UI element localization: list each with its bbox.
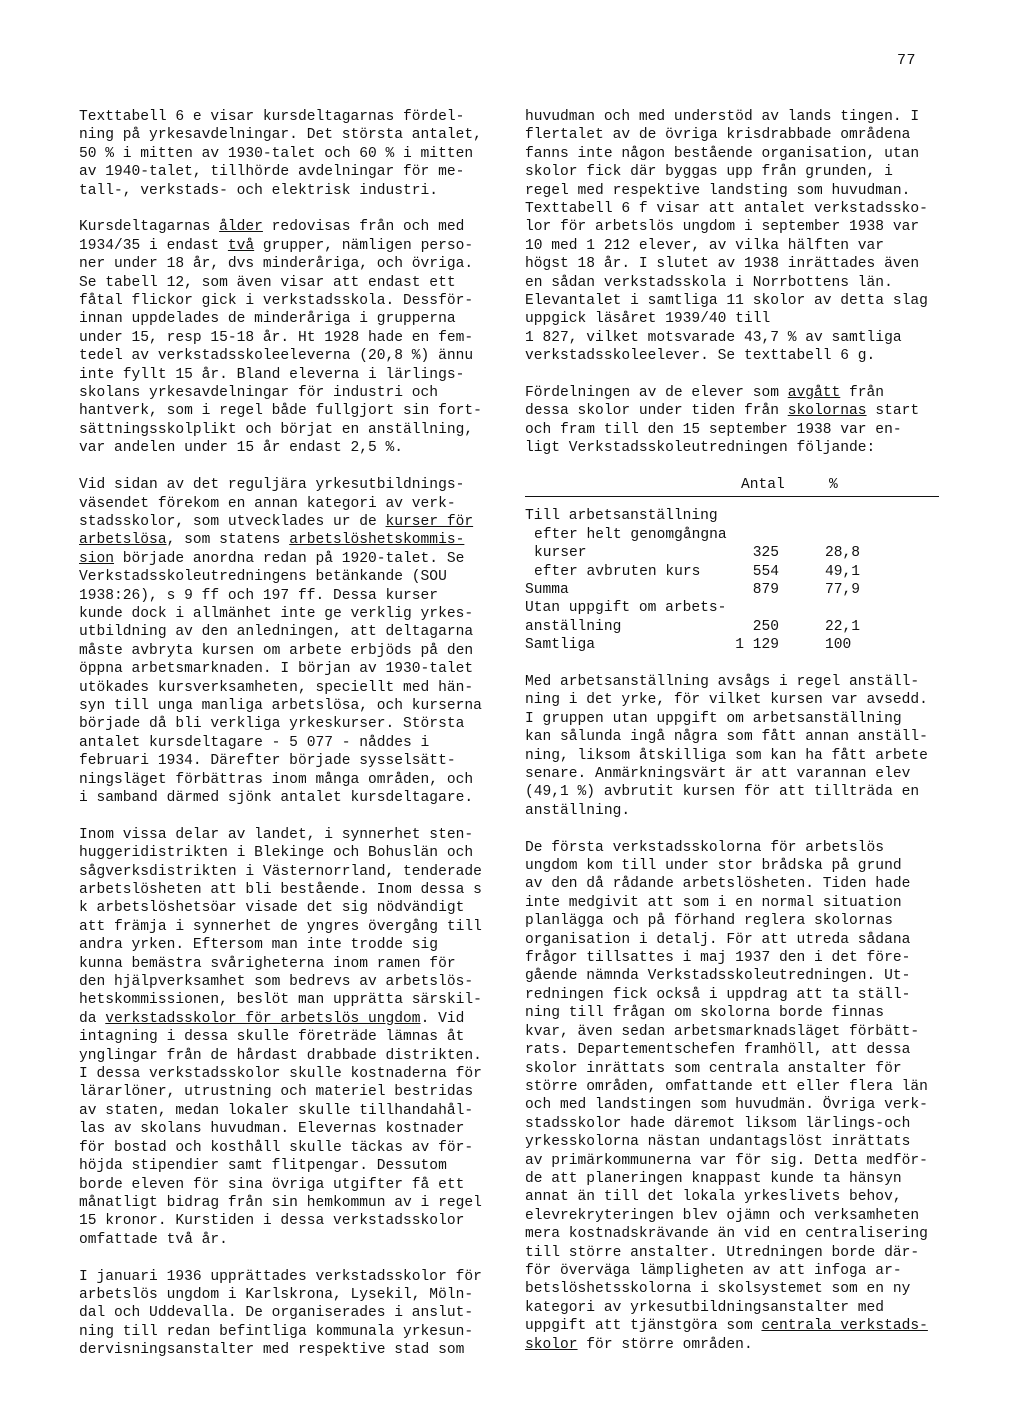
text-line: Kursdeltagarnas ålder redovisas från och med (79, 219, 465, 236)
row-label: kurser (534, 545, 587, 562)
text-line: lärarlöner, utrustning och materiel bestridas (79, 1084, 474, 1101)
text-line: senare. Anmärkningsvärt är att varannan elev (525, 766, 911, 783)
text-line: Se tabell 12, som även visar att endast ett (79, 274, 456, 291)
text-line: februari 1934. Därefter började sysselsätt- (79, 753, 456, 770)
row-percent: 77,9 (825, 582, 861, 599)
text-line: intagning i dessa skulle företräde lämnas åt (79, 1029, 465, 1046)
text-line: högst 18 år. I slutet av 1938 inrättades även (525, 256, 920, 273)
text-line: månatligt bidrag från sin hemkommun av i regel (79, 1194, 482, 1211)
text-line: sågverksdistrikten i Västernorrland, tenderade (79, 863, 482, 880)
text-line: 1934/35 i endast två grupper, nämligen perso- (79, 237, 474, 254)
paragraph-employment-notes (525, 673, 945, 820)
text-line: att främja i synnerhet de yngres övergång till (79, 918, 482, 935)
text-line: inte fyllt 15 år. Bland eleverna i lärlings- (79, 366, 465, 383)
text-line: utökades kursverksamheten, speciellt med hän- (79, 679, 474, 696)
text-line: I dessa verkstadsskolor skulle kostnaderna för (79, 1066, 482, 1083)
row-label: Summa (525, 582, 569, 599)
text-line: redningen fick också i uppdrag att ta ställ- (525, 986, 911, 1003)
text-line: väsendet förekom en annan kategori av verk- (79, 495, 456, 512)
text-line: 50 % i mitten av 1930-talet och 60 % i mitten (79, 145, 474, 162)
text-line: Texttabell 6 f visar att antalet verkstadssko- (525, 201, 928, 218)
row-label: efter helt genomgångna (534, 526, 727, 543)
text-line: huvudman och med understöd av lands tingen. I (525, 109, 920, 125)
text-line: uppgick läsåret 1939/40 till (525, 311, 771, 328)
text-line: dessa skolor under tiden från skolornas start (525, 403, 920, 420)
row-antal: 879 (752, 582, 779, 599)
text-line: för bostad och kosthåll skulle täckas av för- (79, 1139, 474, 1156)
paragraph-age-distribution-intro (79, 108, 504, 200)
text-line: anställning. (525, 802, 631, 819)
text-line: ningsläget förbättras inom många områden, och (79, 771, 474, 788)
text-line: ning på yrkesavdelningar. Det största antalet, (79, 127, 482, 144)
text-line: omfattade två år. (79, 1231, 228, 1248)
text-line: under 15, resp 15-18 år. Ht 1928 hade en fem- (79, 329, 474, 346)
text-line: ner under 18 år, dvs minderåriga, och övriga. (79, 256, 474, 273)
text-line: huggeridistrikten i Blekinge och Bohuslän och (79, 845, 474, 862)
text-line: var andelen under 15 år endast 2,5 %. (79, 440, 404, 457)
text-line: antalet kursdeltagare - 5 077 - nåddes i (79, 734, 430, 751)
row-label: Samtliga (525, 637, 596, 654)
text-line: ning till frågan om skolorna borde finnas (525, 1005, 885, 1022)
text-line: k arbetslöshetsöar visade det sig nödvändigt (79, 900, 465, 917)
paragraph-county-councils (525, 108, 945, 366)
paragraph-age-groups (79, 218, 504, 457)
text-line: utbildning av den anledningen, att deltagarna (79, 624, 474, 641)
table-row (525, 507, 945, 525)
table-row (525, 581, 945, 599)
text-line: uppgift att tjänstgöra som centrala verkstads- (525, 1318, 928, 1335)
text-line: för överväga lämpligheten av att infoga ar- (525, 1262, 902, 1279)
text-line: arbetslösheten att bli bestående. Inom dessa s (79, 882, 482, 899)
table-row (525, 636, 945, 654)
paragraph-first-schools (525, 839, 945, 1354)
text-line: de att planeringen knappast kunde ta hänsyn (525, 1170, 902, 1187)
paragraph-distribution-intro (525, 384, 945, 458)
text-line: kvar, även sedan arbetsmarknadsläget förbätt- (525, 1023, 920, 1040)
table-row (525, 526, 945, 544)
table-header (525, 476, 945, 494)
table-rule (525, 496, 939, 497)
row-antal: 250 (752, 618, 779, 635)
text-line: i samband därmed sjönk antalet kursdeltagare. (79, 790, 474, 806)
text-line: fåtal flickor gick i verkstadsskola. Dessför- (79, 293, 474, 310)
text-line: den hjälpverksamhet som bedrevs av arbetslös- (79, 974, 474, 991)
row-label: Till arbetsanställning (525, 508, 718, 525)
text-line: sättningsskolplikt och börjat en anställning, (79, 421, 474, 438)
text-line: och med landstingen som huvudmän. Övriga verk- (525, 1097, 928, 1114)
text-line: frågor tillsattes i maj 1937 den i det före- (525, 950, 911, 967)
text-line: Texttabell 6 e visar kursdeltagarnas fördel- (79, 109, 465, 125)
text-line: annat än till det lokala yrkeslivets behov, (525, 1189, 902, 1206)
text-line: skolor för större områden. (525, 1336, 753, 1353)
text-line: stadsskolor, som utvecklades ur de kurser för (79, 513, 474, 530)
text-line: och fram till den 15 september 1938 var en- (525, 421, 902, 438)
text-line: ungdom kom till under stor brådska på grund (525, 858, 902, 875)
text-line: planlägga och på förhand reglera skolornas (525, 913, 893, 930)
text-line: av 1940-talet, tillhörde avdelningar för me- (79, 164, 465, 181)
table-row (525, 599, 945, 617)
text-line: lor för arbetslös ungdom i september 1938 var (525, 219, 920, 236)
text-line: Elevantalet i samtliga 11 skolor av detta slag (525, 293, 928, 310)
row-antal: 1 129 (735, 637, 779, 654)
text-line: ynglingar från de hårdast drabbade distrikten. (79, 1047, 482, 1064)
text-line: kunna bemästra svårigheterna inom ramen för (79, 955, 456, 972)
text-line: mera kostnadskrävande än vid en centralisering (525, 1226, 928, 1243)
text-line: De första verkstadsskolorna för arbetslös (525, 839, 885, 856)
paragraph-unemployment-islands (79, 826, 504, 1249)
row-label: efter avbruten kurs (534, 563, 701, 580)
text-line: organisation i detalj. För att utreda sådana (525, 931, 911, 948)
paragraph-1936-schools (79, 1268, 504, 1360)
text-line: stadsskolor hade däremot liksom lärlings-och (525, 1115, 911, 1132)
text-line: började då bli verkliga yrkeskurser. Största (79, 716, 465, 733)
text-line: betslöshetsskolorna i skolsystemet som en ny (525, 1281, 911, 1298)
text-line: las av skolans huvudman. Elevernas kostnader (79, 1121, 465, 1138)
left-column (79, 108, 504, 1378)
text-line: större områden, omfattande ett eller flera län (525, 1078, 928, 1095)
text-line: hetskommissionen, beslöt man upprätta särskil- (79, 992, 482, 1009)
table-row (525, 544, 945, 562)
row-percent: 49,1 (825, 563, 861, 580)
text-line: Vid sidan av det reguljära yrkesutbildnings- (79, 477, 465, 494)
text-line: Med arbetsanställning avsågs i regel anställ- (525, 674, 920, 690)
text-line: borde eleven för sina övriga utgifter få ett (79, 1176, 465, 1193)
header-percent: % (829, 477, 838, 494)
text-line: Inom vissa delar av landet, i synnerhet sten- (79, 826, 474, 843)
text-line: öppna arbetsmarknaden. I början av 1930-talet (79, 661, 474, 678)
text-line: av staten, medan lokaler skulle tillhandahål- (79, 1102, 474, 1119)
text-line: Fördelningen av de elever som avgått från (525, 385, 885, 402)
text-line: dervisningsanstalter med respektive stad som (79, 1342, 465, 1359)
text-line: ning i det yrke, för vilket kursen var avsedd. (525, 692, 928, 709)
text-line: andra yrken. Eftersom man inte trodde sig (79, 937, 439, 954)
text-line: Verkstadsskoleutredningens betänkande (SOU (79, 569, 447, 586)
table-body (525, 507, 945, 654)
text-line: (49,1 %) avbrutit kursen för att tillträda en (525, 784, 920, 801)
text-line: kunde dock i allmänhet inte ge verklig yrkes- (79, 605, 474, 622)
text-line: ning till redan befintliga kommunala yrkesun- (79, 1323, 474, 1340)
row-percent: 28,8 (825, 545, 861, 562)
text-line: skolor fick där byggas upp från grunden, i (525, 164, 893, 181)
paragraph-unemployed-courses (79, 476, 504, 807)
row-label: anställning (525, 618, 622, 635)
row-percent: 100 (825, 637, 852, 654)
text-line: rats. Departementschefen framhöll, att dessa (525, 1042, 911, 1059)
text-line: arbetslös ungdom i Karlskrona, Lysekil, Möln- (79, 1286, 474, 1303)
header-antal: Antal (741, 477, 785, 494)
page-number: 77 (897, 52, 917, 69)
text-line: innan uppdelades de minderåriga i grupperna (79, 311, 456, 328)
text-line: till större anstalter. Utredningen borde där- (525, 1244, 920, 1261)
text-line: syn till unga manliga arbetslösa, och kurserna (79, 697, 482, 714)
text-line: tall-, verkstads- och elektrisk industri. (79, 182, 439, 199)
text-line: elevrekryteringen blev ojämn och verksamheten (525, 1207, 920, 1224)
text-line: av primärkommunerna var för sig. Detta medför- (525, 1152, 928, 1169)
text-line: en sådan verkstadsskola i Norrbottens län. (525, 274, 893, 291)
text-line: skolans yrkesavdelningar för industri och (79, 385, 439, 402)
text-line: inte medgivit att som i en normal situation (525, 894, 902, 911)
row-antal: 325 (752, 545, 779, 562)
text-line: yrkesskolorna nästan undantagslöst inrättats (525, 1134, 911, 1151)
row-antal: 554 (752, 563, 779, 580)
text-line: hantverk, som i regel både fullgjort sin fort- (79, 403, 482, 420)
right-column (525, 108, 945, 1372)
row-percent: 22,1 (825, 618, 861, 635)
text-line: höjda stipendier samt flitpengar. Dessutom (79, 1158, 447, 1175)
table-row (525, 563, 945, 581)
text-line: ligt Verkstadsskoleutredningen följande: (525, 440, 876, 457)
text-line: arbetslösa, som statens arbetslöshetskommis- (79, 532, 465, 549)
text-line: fanns inte någon bestående organisation, utan (525, 145, 920, 162)
text-line: gående nämnda Verkstadsskoleutredningen. Ut- (525, 968, 911, 985)
departure-table (525, 476, 945, 655)
text-line: dal och Uddevalla. De organiserades i anslut- (79, 1305, 474, 1322)
text-line: ning, liksom åtskilliga som kan ha fått arbete (525, 747, 928, 764)
text-line: da verkstadsskolor för arbetslös ungdom. Vid (79, 1010, 465, 1027)
text-line: verkstadsskoleelever. Se texttabell 6 g. (525, 348, 876, 365)
text-line: regel med respektive landsting som huvudman. (525, 182, 911, 199)
text-line: 1938:26), s 9 ff och 197 ff. Dessa kurser (79, 587, 439, 604)
row-label: Utan uppgift om arbets- (525, 600, 727, 617)
text-line: av den då rådande arbetslösheten. Tiden hade (525, 876, 911, 893)
text-line: 1 827, vilket motsvarade 43,7 % av samtliga (525, 329, 902, 346)
text-line: skolor inrättats som centrala anstalter för (525, 1060, 902, 1077)
text-line: 15 kronor. Kurstiden i dessa verkstadsskolor (79, 1213, 465, 1230)
text-line: I januari 1936 upprättades verkstadsskolor för (79, 1268, 482, 1285)
text-line: I gruppen utan uppgift om arbetsanställning (525, 710, 902, 727)
text-line: sion började anordna redan på 1920-talet. Se (79, 550, 465, 567)
table-row (525, 618, 945, 636)
text-line: tedel av verkstadsskoleeleverna (20,8 %) ännu (79, 348, 474, 365)
text-line: flertalet av de övriga krisdrabbade områdena (525, 127, 911, 144)
text-line: kan sålunda ingå några som fått annan anställ- (525, 729, 928, 746)
text-line: kategori av yrkesutbildningsanstalter med (525, 1299, 885, 1316)
text-line: 10 med 1 212 elever, av vilka hälften var (525, 237, 885, 254)
text-line: måste avbryta kursen om arbete erbjöds på den (79, 642, 474, 659)
